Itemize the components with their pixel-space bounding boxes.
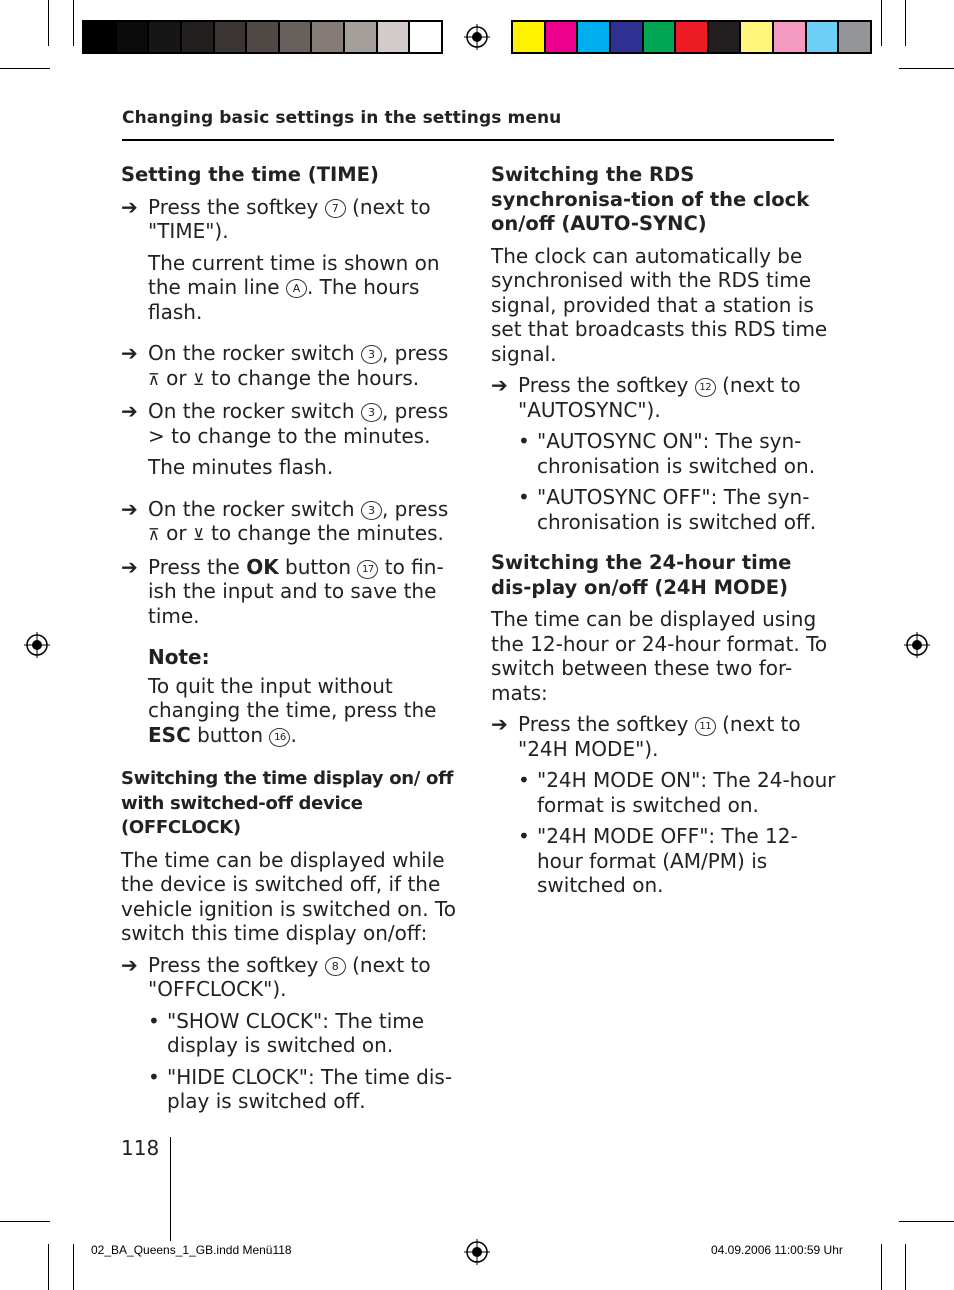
page-number: 118 [121,1136,160,1160]
color-swatch [149,22,182,52]
note-label: Note: [148,645,210,669]
crop-mark [881,0,882,46]
color-swatch [839,22,870,52]
bullet-item: • "AUTOSYNC OFF": The syn-chronisation is switched off. [518,485,817,534]
note-block: Note: To quit the input without changing the time, press the ESC button 16 . [148,645,437,747]
bullet-icon: • [148,1064,160,1089]
arrow-icon: ➔ [491,373,508,397]
arrow-icon: ➔ [121,194,138,219]
instruction-step: ➔ Press the OK button 17 to fin-ish the input and to save the time. [121,554,444,628]
bullet-item: • "AUTOSYNC ON": The syn-chronisation is switched on. [518,429,816,478]
crop-mark [905,0,906,46]
crop-mark [48,0,49,46]
slug-date-info: 04.09.2006 11:00:59 Uhr [711,1243,843,1257]
instruction-step: ➔ Press the softkey 8 (next to "OFFCLOCK"). [121,952,431,1001]
instruction-step: ➔ On the rocker switch 3 , press ⊼ or ⊻ to change the hours. [121,341,449,390]
color-swatch [611,22,644,52]
color-swatch [182,22,215,52]
footer-rule [170,1137,171,1241]
crop-mark [881,1244,882,1290]
callout-number-icon: 3 [361,501,382,520]
color-swatch [578,22,611,52]
header-rule [122,139,834,141]
registration-mark-icon [464,1239,490,1265]
bullet-icon: • [518,824,530,848]
rocker-down-icon: ⊻ [192,525,205,544]
instruction-step: ➔ Press the softkey 11 (next to "24H MODE"). [491,712,801,761]
color-swatch [117,22,150,52]
paragraph: The time can be displayed using the 12-hour or 24-hour format. To switch between these two for-mats: [491,607,828,705]
color-swatch [774,22,807,52]
arrow-icon: ➔ [491,712,508,736]
left-column [121,163,466,1121]
callout-number-icon: 3 [361,345,382,364]
callout-number-icon: 11 [695,717,716,736]
bullet-icon: • [518,768,530,792]
crop-mark [73,0,74,46]
callout-letter-icon: A [286,279,307,298]
crop-mark [899,1221,954,1222]
section-heading-autosync: Switching the RDS synchronisa-tion of the clock on/off (AUTO-SYNC) [491,163,810,235]
crop-mark [0,1221,50,1222]
color-swatch [676,22,709,52]
callout-number-icon: 12 [695,378,716,397]
grayscale-color-bar [82,20,443,54]
arrow-icon: ➔ [121,399,138,423]
bullet-icon: • [518,485,530,509]
crop-mark [48,1244,49,1290]
color-swatch [84,22,117,52]
color-swatch [709,22,742,52]
crop-mark [905,1244,906,1290]
arrow-icon: ➔ [121,952,138,977]
color-swatch [546,22,579,52]
color-swatch [644,22,677,52]
registration-mark-icon [24,632,50,658]
rocker-up-icon: ⊼ [148,525,160,544]
callout-number-icon: 7 [325,199,346,218]
callout-number-icon: 17 [357,560,378,579]
color-swatch [741,22,774,52]
process-color-bar [511,20,872,54]
bullet-icon: • [148,1008,160,1033]
section-heading-offclock: Switching the time display on/ off with switched-off device (OFFCLOCK) [121,768,454,838]
arrow-icon: ➔ [121,341,138,365]
bullet-item: • "SHOW CLOCK": The time display is switched on. [148,1008,425,1057]
color-swatch [215,22,248,52]
step-note: The current time is shown on the main line A . The hours flash. [148,250,440,324]
section-heading-time: Setting the time (TIME) [121,163,379,186]
callout-number-icon: 3 [361,403,382,422]
arrow-icon: ➔ [121,554,138,579]
right-column [491,163,836,905]
crop-mark [899,68,954,69]
color-swatch [345,22,378,52]
bullet-item: • "HIDE CLOCK": The time dis-play is switched off. [148,1064,453,1113]
section-heading-24h-mode: Switching the 24-hour time dis-play on/off (24H MODE) [491,551,792,599]
color-swatch [410,22,441,52]
registration-mark-icon [904,632,930,658]
color-swatch [807,22,840,52]
paragraph: The time can be displayed while the device is switched off, if the vehicle ignition is switched on. To switch this time display on/off: [121,847,456,945]
paragraph: The clock can automatically be synchronised with the RDS time signal, provided that a station is set that broadcasts this RDS time signal. [491,243,828,366]
bullet-item: • "24H MODE ON": The 24-hour format is switched on. [518,768,836,817]
rocker-down-icon: ⊻ [192,369,205,389]
bullet-item: • "24H MODE OFF": The 12-hour format (AM/PM) is switched on. [518,824,798,897]
instruction-step: ➔ Press the softkey 12 (next to "AUTOSYNC"). [491,373,801,422]
instruction-step: ➔ On the rocker switch 3 , press ⊼ or ⊻ to change the minutes. [121,496,449,545]
step-note: The minutes flash. [148,455,334,479]
rocker-up-icon: ⊼ [148,369,160,389]
registration-mark-icon [464,24,490,50]
running-head: Changing basic settings in the settings menu [122,108,562,128]
bullet-icon: • [518,429,530,453]
callout-number-icon: 8 [325,957,346,976]
crop-mark [73,1244,74,1290]
instruction-step: ➔ On the rocker switch 3 , press > to change to the minutes. [121,399,449,448]
instruction-step: ➔ Press the softkey 7 (next to "TIME"). [121,194,431,243]
color-swatch [280,22,313,52]
callout-number-icon: 16 [269,728,290,747]
color-swatch [513,22,546,52]
color-swatch [312,22,345,52]
crop-mark [0,68,50,69]
arrow-icon: ➔ [121,496,138,521]
color-swatch [378,22,411,52]
color-swatch [247,22,280,52]
slug-file-info: 02_BA_Queens_1_GB.indd Menü118 [91,1243,292,1257]
